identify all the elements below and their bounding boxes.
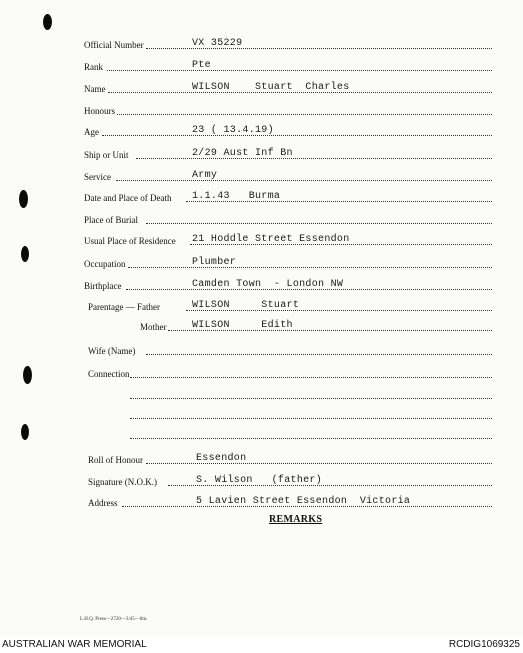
roll-of-honour-value: Essendon — [196, 453, 247, 464]
parentage-father-value: WILSON Stuart — [192, 300, 300, 311]
honours-label: Honours — [84, 106, 115, 116]
wife-label: Wife (Name) — [88, 346, 136, 356]
date-place-death-value: 1.1.43 Burma — [192, 191, 281, 202]
dotted-leader — [116, 180, 492, 181]
date-place-death-row — [0, 191, 523, 205]
signature-label: Signature (N.O.K.) — [88, 477, 157, 487]
binder-hole — [21, 424, 29, 440]
ship-or-unit-label: Ship or Unit — [84, 150, 129, 160]
official-number-row — [0, 38, 523, 52]
usual-residence-label: Usual Place of Residence — [84, 236, 176, 246]
honours-row — [0, 104, 523, 118]
name-value: WILSON Stuart Charles — [192, 82, 350, 93]
birthplace-label: Birthplace — [84, 281, 122, 291]
dotted-leader — [107, 70, 492, 71]
parentage-mother-row — [0, 320, 523, 334]
usual-residence-row — [0, 234, 523, 248]
archive-footer — [0, 637, 523, 653]
roll-of-honour-row — [0, 453, 523, 467]
address-label: Address — [88, 498, 118, 508]
dotted-leader — [136, 158, 492, 159]
remarks-heading: REMARKS — [269, 514, 323, 525]
occupation-label: Occupation — [84, 259, 126, 269]
official-number-value: VX 35229 — [192, 38, 243, 49]
parentage-mother-value: WILSON Edith — [192, 320, 293, 331]
birthplace-row — [0, 279, 523, 293]
ship-or-unit-value: 2/29 Aust Inf Bn — [192, 148, 293, 159]
place-of-burial-label: Place of Burial — [84, 215, 138, 225]
connection-extra-line — [130, 438, 492, 439]
parentage-father-label: Parentage — Father — [88, 302, 160, 312]
age-row — [0, 125, 523, 139]
usual-residence-value: 21 Hoddle Street Essendon — [192, 234, 350, 245]
footer-record-id: RCDIG1069325 — [448, 639, 520, 650]
age-value: 23 ( 13.4.19) — [192, 125, 274, 136]
address-value: 5 Lavien Street Essendon Victoria — [196, 496, 411, 507]
footer-institution: AUSTRALIAN WAR MEMORIAL — [2, 639, 147, 650]
wife-row — [0, 344, 523, 358]
binder-hole — [43, 14, 52, 30]
press-line: L.H.Q. Press—2720—3/45—6m. — [80, 617, 148, 622]
birthplace-value: Camden Town - London NW — [192, 279, 344, 290]
rank-label: Rank — [84, 62, 103, 72]
rank-value: Pte — [192, 60, 211, 71]
connection-row — [0, 367, 523, 381]
occupation-value: Plumber — [192, 257, 237, 268]
official-number-label: Official Number — [84, 40, 144, 50]
dotted-leader — [130, 377, 492, 378]
roll-of-honour-label: Roll of Honour — [88, 455, 143, 465]
age-label: Age — [84, 127, 99, 137]
dotted-leader — [117, 114, 492, 115]
ship-or-unit-row — [0, 148, 523, 162]
dotted-leader — [146, 223, 492, 224]
connection-extra-line — [130, 418, 492, 419]
rank-row — [0, 60, 523, 74]
place-of-burial-row — [0, 213, 523, 227]
signature-value: S. Wilson (father) — [196, 475, 323, 486]
date-place-death-label: Date and Place of Death — [84, 193, 172, 203]
service-value: Army — [192, 170, 218, 181]
signature-row — [0, 475, 523, 489]
connection-label: Connection — [88, 369, 130, 379]
name-label: Name — [84, 84, 106, 94]
service-row — [0, 170, 523, 184]
parentage-father-row — [0, 300, 523, 314]
dotted-leader — [102, 135, 492, 136]
parentage-mother-label: Mother — [140, 322, 167, 332]
name-row — [0, 82, 523, 96]
service-label: Service — [84, 172, 111, 182]
address-row — [0, 496, 523, 510]
occupation-row — [0, 257, 523, 271]
dotted-leader — [146, 354, 492, 355]
connection-extra-line — [130, 398, 492, 399]
dotted-leader — [128, 267, 492, 268]
